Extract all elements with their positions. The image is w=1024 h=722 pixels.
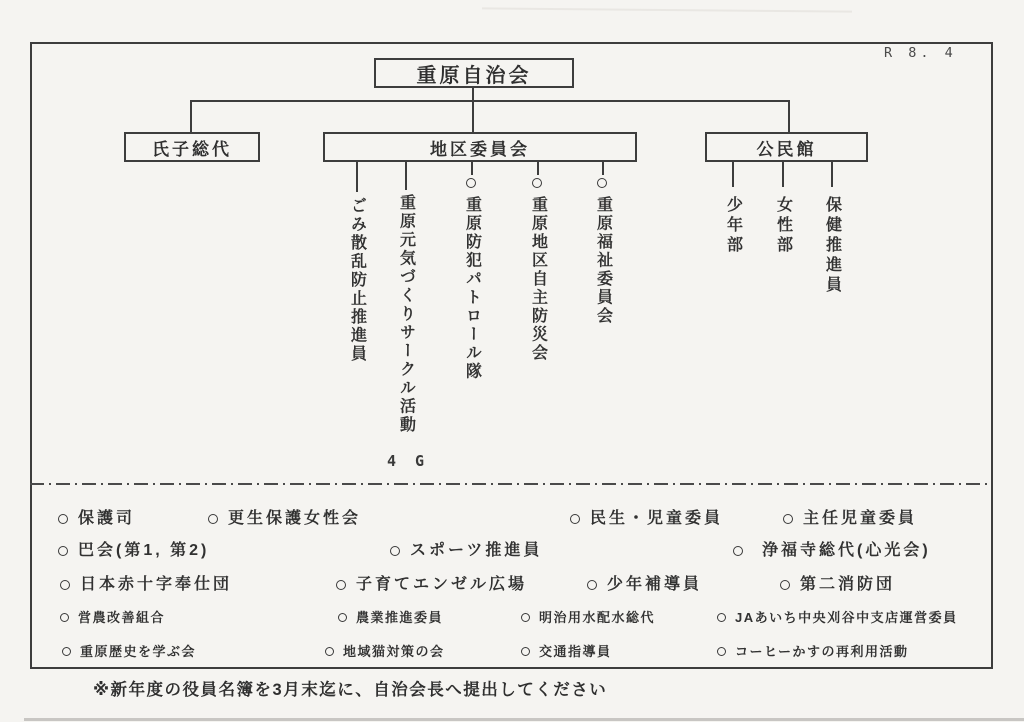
related-group-item xyxy=(338,609,443,626)
related-group-item xyxy=(62,643,196,660)
related-group-label: 交通指導員 xyxy=(539,644,612,659)
org-root-box xyxy=(374,58,574,88)
circle-marker-icon xyxy=(587,580,597,590)
related-group-item xyxy=(58,541,209,561)
related-group-item xyxy=(60,609,165,626)
dash-dot-divider xyxy=(28,481,990,487)
stub-line xyxy=(405,162,407,190)
related-group-label: 子育てエンゼル広場 xyxy=(356,576,528,593)
committee-member-bosai: 重原地区自主防災会 xyxy=(529,196,547,363)
related-group-label: コーヒーかすの再利用活動 xyxy=(735,644,909,659)
group-count-note: 4 G xyxy=(387,452,430,470)
related-group-label: 日本赤十字奉仕団 xyxy=(80,576,233,593)
circle-marker-icon xyxy=(717,647,726,656)
related-group-label: 巴会(第1, 第2) xyxy=(78,542,210,559)
related-group-item xyxy=(717,609,958,626)
related-group-label: 民生・児童委員 xyxy=(590,510,724,527)
connector-drop-left xyxy=(190,100,192,132)
branch-box-community-hall xyxy=(705,132,868,162)
branch-box-district-committee xyxy=(323,132,637,162)
related-group-item xyxy=(780,575,895,595)
related-group-label: 浄福寺総代(心光会) xyxy=(762,542,931,559)
related-group-label: スポーツ推進員 xyxy=(410,542,543,559)
related-group-label: 保護司 xyxy=(78,510,136,527)
circle-marker-icon xyxy=(336,580,346,590)
circle-marker-icon xyxy=(58,514,68,524)
related-group-label: JAあいち中央刈谷中支店運営委員 xyxy=(735,610,958,625)
related-group-item xyxy=(717,643,908,660)
committee-member-fukushi: 重原福祉委員会 xyxy=(594,196,612,326)
related-group-item xyxy=(521,609,655,626)
circle-marker-icon xyxy=(62,647,71,656)
circle-marker-icon xyxy=(208,514,218,524)
related-group-label: 明治用水配水総代 xyxy=(539,610,656,625)
stub-line xyxy=(471,162,473,175)
related-group-label: 重原歴史を学ぶ会 xyxy=(80,644,197,659)
date-code: R 8. 4 xyxy=(884,45,957,61)
related-group-item xyxy=(587,575,702,595)
related-group-label: 営農改善組合 xyxy=(78,610,166,625)
circle-marker-icon xyxy=(521,613,530,622)
branch-label: 公民館 xyxy=(756,139,817,159)
related-group-label: 地域猫対策の会 xyxy=(343,644,445,659)
related-group-label: 農業推進委員 xyxy=(356,610,444,625)
org-root-label: 重原自治会 xyxy=(416,64,532,87)
related-group-label: 少年補導員 xyxy=(607,576,703,593)
stub-line xyxy=(831,162,833,187)
related-group-item xyxy=(58,509,135,529)
related-group-item xyxy=(521,643,612,660)
related-group-item xyxy=(570,509,723,529)
committee-member-genki-circle: 重原元気づくりサークル活動 xyxy=(397,194,415,435)
member-circle-marker xyxy=(466,178,476,188)
related-group-item xyxy=(390,541,542,561)
circle-marker-icon xyxy=(570,514,580,524)
stub-line xyxy=(537,162,539,175)
hall-member-hoken: 保健推進員 xyxy=(823,196,841,296)
connector-drop-center xyxy=(472,100,474,132)
hall-member-joseibu: 女性部 xyxy=(774,196,792,256)
branch-label: 氏子総代 xyxy=(152,139,232,159)
connector-horizontal xyxy=(190,100,789,102)
branch-label: 地区委員会 xyxy=(430,139,530,159)
stub-line xyxy=(732,162,734,187)
related-group-label: 主任児童委員 xyxy=(803,510,918,527)
circle-marker-icon xyxy=(60,613,69,622)
member-circle-marker xyxy=(597,178,607,188)
stub-line xyxy=(356,162,358,192)
stub-line xyxy=(602,162,604,175)
related-group-item xyxy=(208,509,361,529)
member-circle-marker xyxy=(532,178,542,188)
circle-marker-icon xyxy=(390,546,400,556)
circle-marker-icon xyxy=(325,647,334,656)
hall-member-shonenbu: 少年部 xyxy=(724,196,742,256)
footer-note: ※新年度の役員名簿を3月末迄に、自治会長へ提出してください xyxy=(93,681,608,699)
stub-line xyxy=(782,162,784,187)
related-group-label: 第二消防団 xyxy=(800,576,896,593)
related-group-item xyxy=(733,541,931,561)
related-group-item xyxy=(783,509,917,529)
connector-drop-right xyxy=(788,100,790,132)
scan-edge-line xyxy=(24,718,1024,721)
related-group-item xyxy=(336,575,527,595)
circle-marker-icon xyxy=(338,613,347,622)
committee-member-bohan-patrol: 重原防犯パトロール隊 xyxy=(463,196,481,381)
related-group-item xyxy=(60,575,232,595)
committee-member-gomi: ごみ散乱防止推進員 xyxy=(348,197,366,364)
circle-marker-icon xyxy=(58,546,68,556)
circle-marker-icon xyxy=(780,580,790,590)
branch-box-ujiko xyxy=(124,132,260,162)
circle-marker-icon xyxy=(521,647,530,656)
circle-marker-icon xyxy=(733,546,743,556)
circle-marker-icon xyxy=(717,613,726,622)
circle-marker-icon xyxy=(783,514,793,524)
related-group-item xyxy=(325,643,445,660)
circle-marker-icon xyxy=(60,580,70,590)
scan-artifact-line xyxy=(482,7,852,12)
related-group-label: 更生保護女性会 xyxy=(228,510,362,527)
